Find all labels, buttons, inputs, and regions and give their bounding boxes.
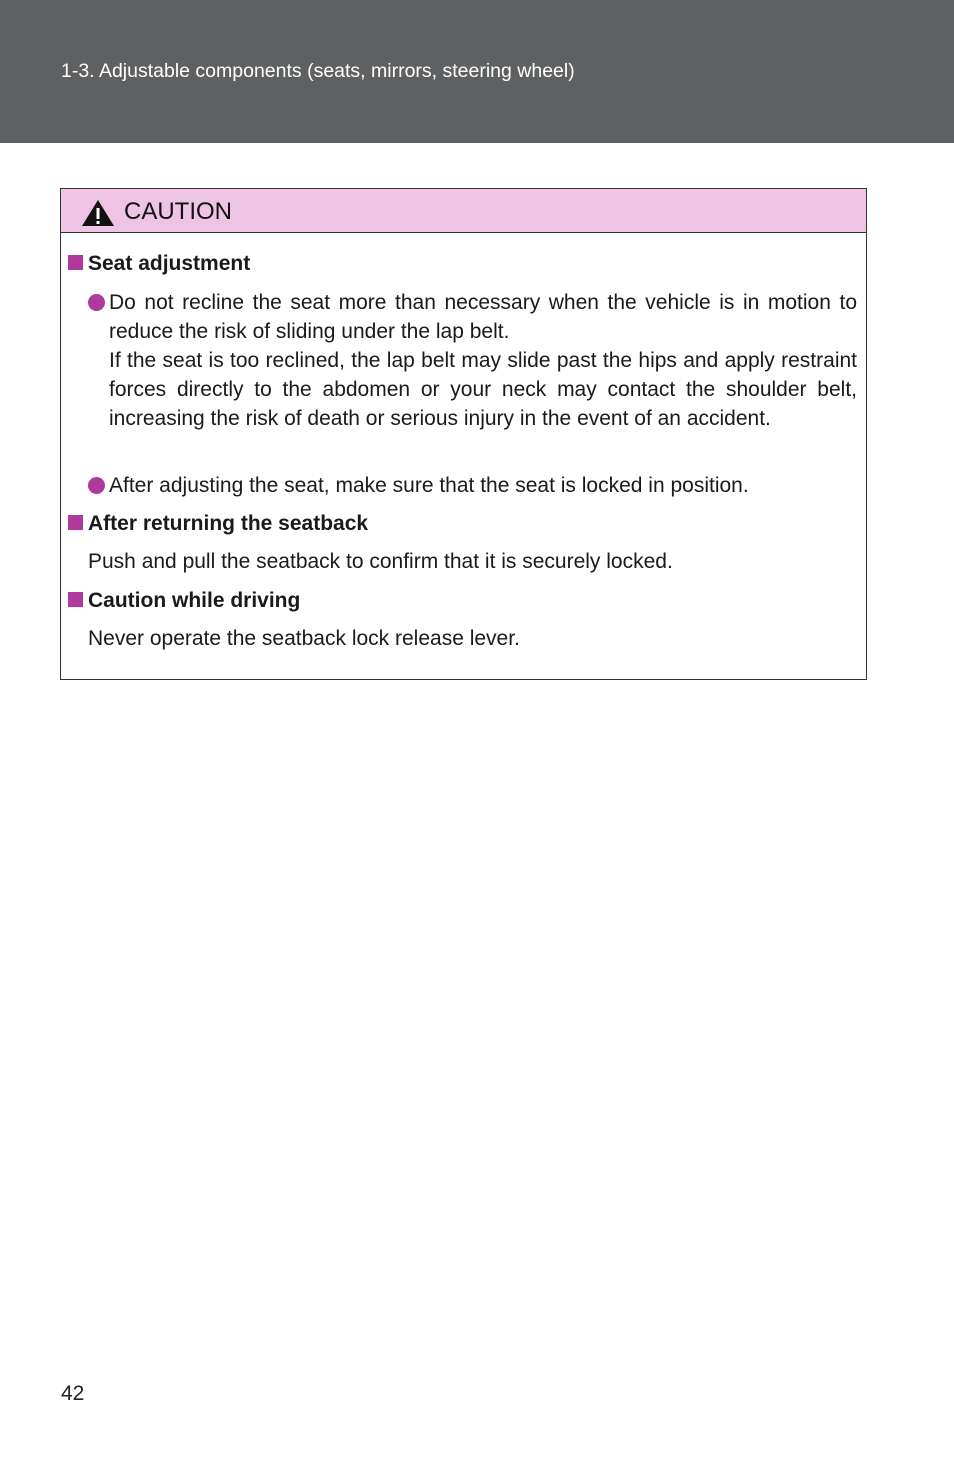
square-bullet-icon (68, 255, 83, 270)
caution-box (60, 188, 867, 680)
caution-label: CAUTION (124, 198, 232, 225)
page-number: 42 (61, 1382, 85, 1405)
bullet-item: Do not recline the seat more than necessary when the vehicle is in motion to reduce the risk of sliding under the lap belt. If the seat is too reclined, the lap belt may slide past the hips and apply restraint forces directly to the abdomen or your neck may contact the shoulder belt, increasing the risk of death or serious injury in the event of an accident. (88, 288, 857, 433)
round-bullet-icon (88, 294, 105, 311)
heading-caution-while-driving: Caution while driving (68, 589, 300, 613)
square-bullet-icon (68, 592, 83, 607)
paragraph: Push and pull the seatback to confirm that it is securely locked. (88, 550, 673, 573)
heading-seat-adjustment: Seat adjustment (68, 252, 250, 276)
section-title: 1-3. Adjustable components (seats, mirrors, steering wheel) (61, 60, 575, 82)
paragraph: Never operate the seatback lock release lever. (88, 627, 520, 650)
page-header (0, 0, 954, 143)
bullet-item: After adjusting the seat, make sure that the seat is locked in position. (88, 471, 857, 500)
warning-triangle-icon (81, 199, 115, 227)
square-bullet-icon (68, 515, 83, 530)
heading-after-returning-seatback: After returning the seatback (68, 512, 368, 536)
caution-header (61, 189, 866, 233)
round-bullet-icon (88, 477, 105, 494)
